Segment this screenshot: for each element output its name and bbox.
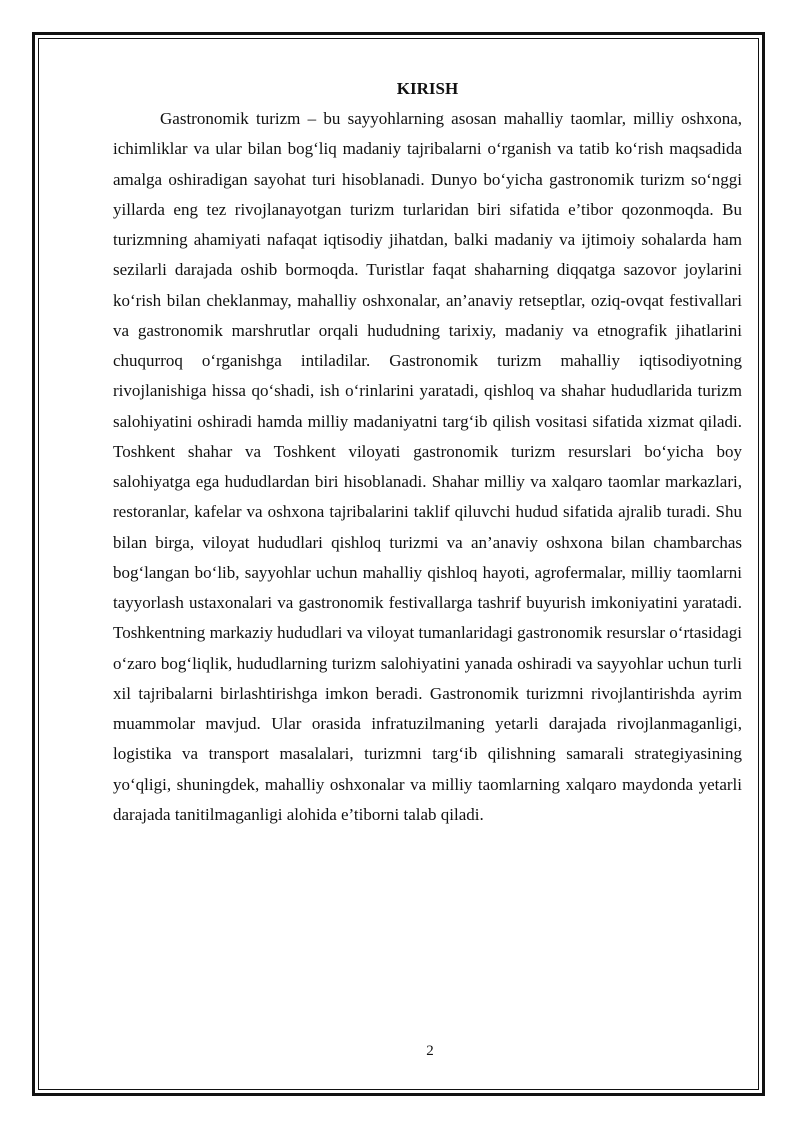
page-number: 2 bbox=[426, 1043, 434, 1059]
document-body bbox=[113, 74, 742, 830]
body-paragraph: Gastronomik turizm – bu sayyohlarning asosan mahalliy taomlar, milliy oshxona, ichimliklar va ular bilan bog‘liq madaniy tajribalarni o‘rganish va tatib ko‘rish maqsadida amalga oshiradigan sayohat turi hisoblanadi. Dunyo bo‘yicha gastronomik turizm so‘nggi yillarda eng tez rivojlanayotgan turizm turlaridan biri sifatida e’tibor qozonmoqda. Bu turizmning ahamiyati nafaqat iqtisodiy jihatdan, balki madaniy va ijtimoiy sohalarda ham sezilarli darajada oshib bormoqda. Turistlar faqat shaharning diqqatga sazovor joylarini ko‘rish bilan cheklanmay, mahalliy oshxonalar, an’anaviy retseptlar, oziq-ovqat festivallari va gastronomik marshrutlar orqali hududning tarixiy, madaniy va etnografik jihatlarini chuqurroq o‘rganishga intiladilar. Gastronomik turizm mahalliy iqtisodiyotning rivojlanishiga hissa qo‘shadi, ish o‘rinlarini yaratadi, qishloq va shahar hududlarida turizm salohiyatini oshiradi hamda milliy madaniyatni targ‘ib qilish vositasi sifatida xizmat qiladi. Toshkent shahar va Toshkent viloyati gastronomik turizm resurslari bo‘yicha boy salohiyatga ega hududlardan biri hisoblanadi. Shahar milliy va xalqaro taomlar markazlari, restoranlar, kafelar va oshxona tajribalarini taklif qiluvchi hudud sifatida ajralib turadi. Shu bilan birga, viloyat hududlari qishloq turizmi va an’anaviy oshxona bilan chambarchas bog‘langan bo‘lib, sayyohlar uchun mahalliy qishloq hayoti, agrofermalar, milliy taomlarni tayyorlash ustaxonalari va gastronomik festivallarga tashrif buyurish imkoniyatini yaratadi. Toshkentning markaziy hududlari va viloyat tumanlaridagi gastronomik resurslar o‘rtasidagi o‘zaro bog‘liqlik, hududlarning turizm salohiyatini yanada oshiradi va sayyohlar uchun turli xil tajribalarni birlashtirishga imkon beradi. Gastronomik turizmni rivojlantirishda ayrim muammolar mavjud. Ular orasida infratuzilmaning yetarli darajada rivojlanmaganligi, logistika va transport masalalari, turizmni targ‘ib qilishning samarali strategiyasining yo‘qligi, shuningdek, mahalliy oshxonalar va milliy taomlarning xalqaro maydonda yetarli darajada tanitilmaganligi alohida e’tiborni talab qiladi. bbox=[113, 109, 742, 824]
section-heading: KIRISH bbox=[396, 79, 459, 98]
